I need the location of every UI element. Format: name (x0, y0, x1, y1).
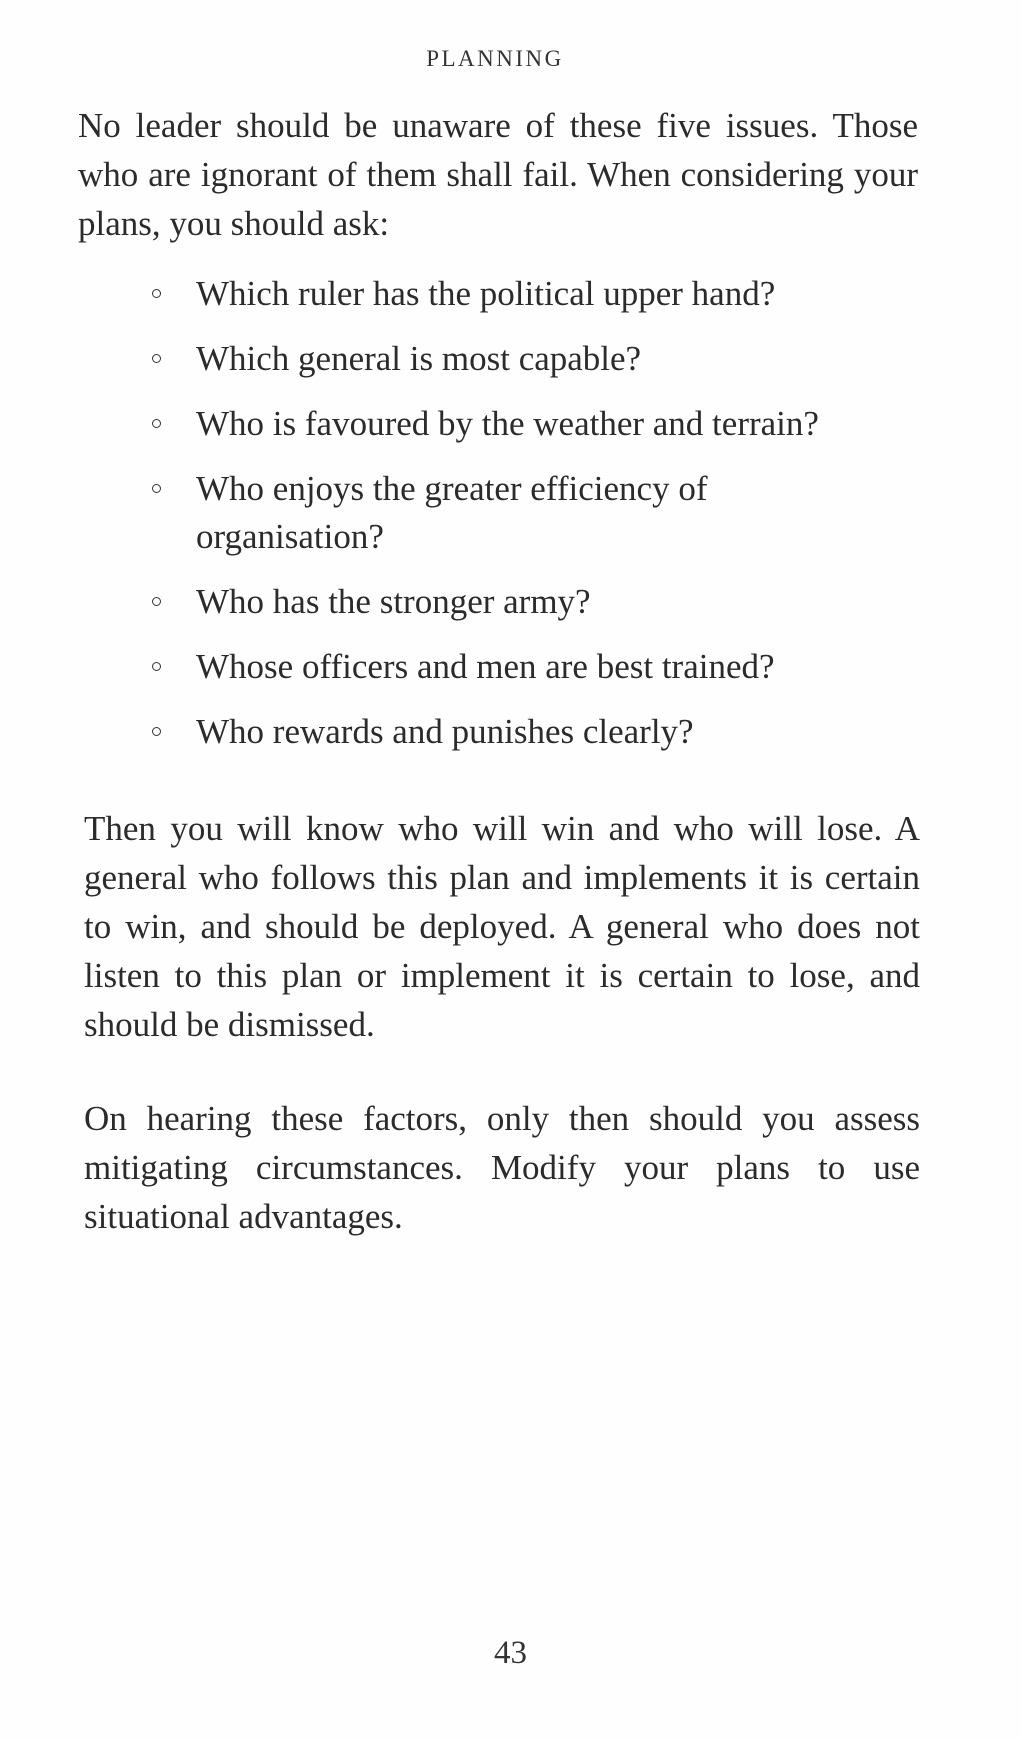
bullet-icon (152, 484, 161, 493)
list-item (150, 643, 920, 691)
list-item (150, 335, 920, 383)
list-item (150, 465, 920, 561)
question-text: Who enjoys the greater efficiency of organisation? (196, 469, 708, 556)
question-text: Who has the stronger army? (196, 582, 591, 621)
question-text: Who is favoured by the weather and terrain? (196, 404, 819, 443)
list-item (150, 400, 920, 448)
list-item (150, 708, 920, 756)
question-text: Which ruler has the political upper hand? (196, 274, 776, 313)
running-head: PLANNING (426, 46, 564, 71)
question-text: Whose officers and men are best trained? (196, 647, 775, 686)
list-item (150, 578, 920, 626)
question-text: Who rewards and punishes clearly? (196, 712, 694, 751)
paragraph-intro: No leader should be unaware of these five issues. Those who are ignorant of them shall fail. When considering your plans, you should ask: (78, 106, 918, 243)
page-number: 43 (494, 1635, 527, 1671)
question-text: Which general is most capable? (196, 339, 642, 378)
bullet-icon (152, 597, 161, 606)
bullet-icon (152, 354, 161, 363)
bullet-icon (152, 289, 161, 298)
list-item (150, 270, 920, 318)
bullet-icon (152, 419, 161, 428)
bullet-icon (152, 727, 161, 736)
paragraph-circumstances: On hearing these factors, only then should you assess mitigating circumstances. Modify your plans to use situational advantages. (84, 1099, 920, 1236)
question-list (150, 270, 920, 773)
bullet-icon (152, 662, 161, 671)
paragraph-outcome: Then you will know who will win and who will lose. A general who follows this plan and implements it is certain to win, and should be deployed. A general who does not listen to this plan or implement it is certain to lose, and should be dismissed. (84, 809, 920, 1044)
